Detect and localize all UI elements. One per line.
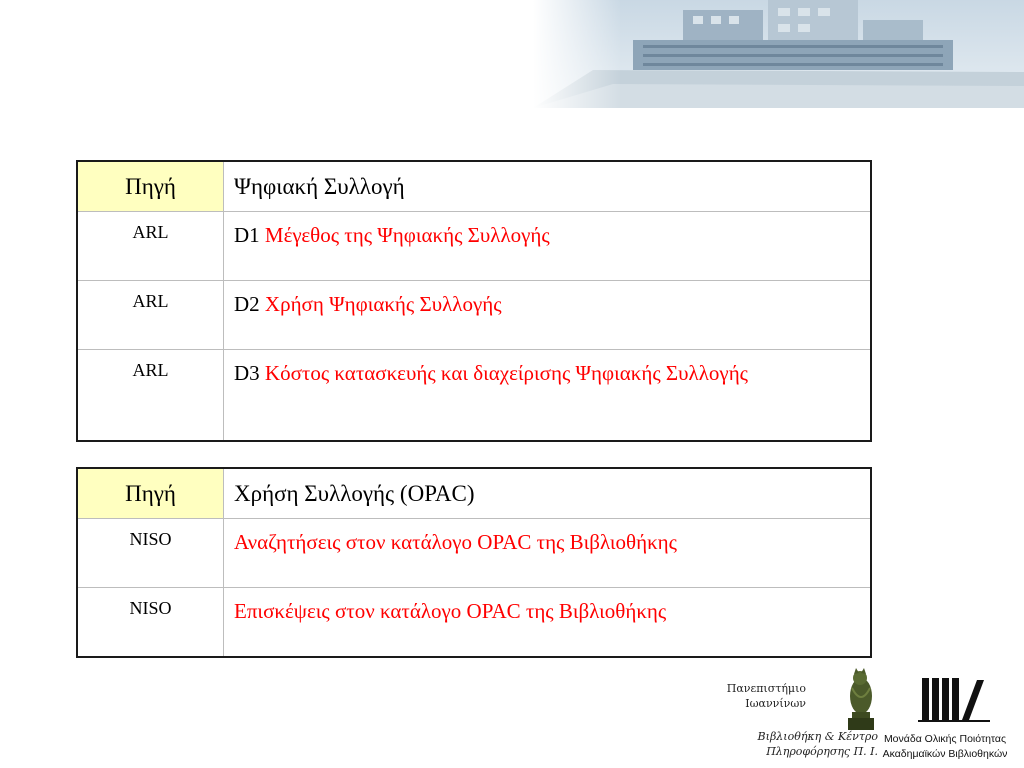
quality-unit-line1: Μονάδα Ολικής Ποιότητας — [883, 733, 1007, 745]
library-name-line1: Βιβλιοθήκη & Κέντρο — [757, 730, 878, 743]
metric-text: Επισκέψεις στον κατάλογο OPAC της Βιβλιοθήκης — [234, 599, 667, 623]
university-name-line1: Πανεπιστήμιο — [726, 682, 806, 695]
table-row — [77, 281, 871, 350]
table-row — [77, 519, 871, 588]
description-cell — [224, 212, 872, 281]
table-header-row — [77, 161, 871, 212]
metric-text: Μέγεθος της Ψηφιακής Συλλογής — [264, 223, 550, 247]
description-cell — [224, 519, 872, 588]
source-cell: ARL — [77, 281, 224, 350]
opac-usage-table — [76, 467, 872, 658]
books-logo — [918, 674, 990, 724]
campus-building-photo — [533, 0, 1024, 108]
quality-unit-name — [870, 732, 1020, 762]
header-source-cell: Πηγή — [77, 161, 224, 212]
metric-code: D3 — [234, 361, 260, 385]
quality-unit-line2: Ακαδημαϊκών Βιβλιοθηκών — [882, 748, 1008, 761]
source-cell: ARL — [77, 212, 224, 281]
table-row — [77, 212, 871, 281]
library-name-line2: Πληροφόρησης Π. Ι. — [766, 744, 878, 758]
description-cell — [224, 281, 872, 350]
header-title-cell: Χρήση Συλλογής (OPAC) — [224, 468, 872, 519]
source-cell: ARL — [77, 350, 224, 442]
university-name-line2: Ιωαννίνων — [745, 696, 806, 710]
digital-collection-table — [76, 160, 872, 442]
footer-logos — [700, 660, 1024, 768]
description-cell — [224, 588, 872, 658]
table-row — [77, 588, 871, 658]
metric-text: Κόστος κατασκευής και διαχείρισης Ψηφιακής Συλλογής — [264, 361, 748, 385]
table-row — [77, 350, 871, 442]
owl-statue-logo — [838, 666, 884, 736]
metric-code: D2 — [234, 292, 260, 316]
header-source-cell: Πηγή — [77, 468, 224, 519]
metric-text: Χρήση Ψηφιακής Συλλογής — [264, 292, 502, 316]
table-header-row — [77, 468, 871, 519]
university-name — [686, 682, 806, 712]
header-title-cell: Ψηφιακή Συλλογή — [224, 161, 872, 212]
metric-text: Αναζητήσεις στον κατάλογο OPAC της Βιβλιοθήκης — [234, 530, 677, 554]
source-cell: NISO — [77, 588, 224, 658]
metric-code: D1 — [234, 223, 260, 247]
description-cell — [224, 350, 872, 442]
source-cell: NISO — [77, 519, 224, 588]
